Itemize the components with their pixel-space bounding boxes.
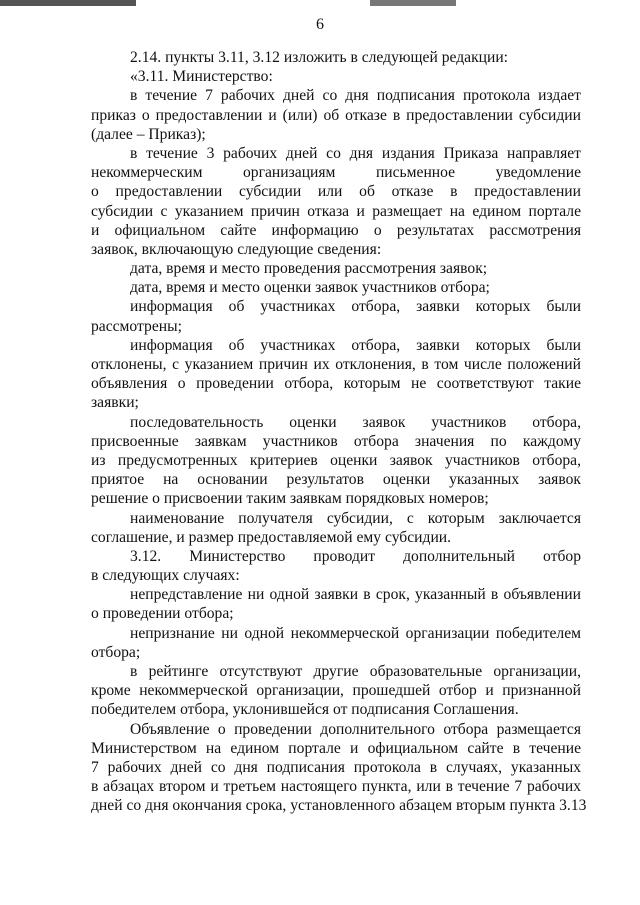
text-line: из предусмотренных критериев оценки заявок участников отбора, (91, 451, 581, 469)
text-line: и официальном сайте информацию о результатах рассмотрения (91, 221, 581, 239)
text-line: в следующих случаях: (91, 567, 240, 585)
text-line: отбора; (91, 643, 141, 661)
text-line: решение о присвоении таким заявкам порядковых номеров; (91, 490, 489, 508)
page-number: 6 (316, 16, 324, 33)
text-line: победителем отбора, уклонившейся от подписания Соглашения. (91, 701, 519, 719)
text-line: Объявление о проведении дополнительного отбора размещается (130, 720, 581, 738)
text-line: субсидии с указанием причин отказа и размещает на едином портале (91, 202, 581, 220)
text-line: 2.14. пункты 3.11, 3.12 изложить в следующей редакции: (130, 49, 509, 66)
text-line: информация об участниках отбора, заявки которых были (130, 336, 581, 354)
document-body (91, 48, 587, 816)
text-line: непредставление ни одной заявки в срок, указанный в объявлении (130, 586, 581, 604)
text-line: в абзацах втором и третьем настоящего пункта, или в течение 7 рабочих (91, 778, 581, 796)
text-line: о предоставлении субсидии или об отказе в предоставлении (91, 183, 581, 201)
text-line: наименование получателя субсидии, с которым заключается (130, 509, 581, 527)
text-line: о проведении отбора; (91, 605, 234, 623)
text-line: присвоенные заявкам участников отбора значения по каждому (91, 432, 581, 450)
text-line: 3.12. Министерство проводит дополнительный отбор (130, 547, 581, 565)
text-line: рассмотрены; (91, 317, 182, 335)
text-line: 7 рабочих дней со дня подписания протокола в случаях, указанных (91, 758, 581, 776)
text-line: соглашение, и размер предоставляемой ему субсидии. (91, 528, 452, 546)
text-line: информация об участниках отбора, заявки которых были (130, 298, 581, 316)
text-line: «3.11. Министерство: (130, 68, 273, 86)
text-line: (далее – Приказ); (91, 125, 206, 143)
text-line: непризнание ни одной некоммерческой организации победителем (130, 624, 581, 642)
text-line: в течение 3 рабочих дней со дня издания Приказа направляет (130, 144, 581, 162)
text-line: заявок, включающую следующие сведения: (91, 240, 382, 258)
text-line: дней со дня окончания срока, установленного абзацем вторым пункта 3.13 (91, 797, 587, 815)
text-line: кроме некоммерческой организации, прошедшей отбор и признанной (91, 682, 581, 700)
scan-edge-mark (370, 0, 456, 6)
text-line: дата, время и место проведения рассмотрения заявок; (130, 260, 488, 278)
text-line: в рейтинге отсутствуют другие образовательные организации, (130, 663, 581, 680)
text-line: в течение 7 рабочих дней со дня подписания протокола издает (130, 87, 581, 105)
scan-edge-mark (0, 0, 136, 6)
text-line: приказ о предоставлении и (или) об отказе в предоставлении субсидии (91, 106, 581, 124)
text-line: заявки; (91, 394, 139, 412)
text-line: последовательность оценки заявок участников отбора, (130, 413, 581, 431)
text-line: отклонены, с указанием причин их отклонения, в том числе положений (91, 356, 581, 373)
text-line: приятое на основании результатов оценки указанных заявок (91, 471, 581, 489)
text-line: некоммерческим организациям письменное уведомление (91, 164, 581, 182)
text-line: объявления о проведении отбора, которым не соответствуют такие (91, 375, 581, 393)
text-line: дата, время и место оценки заявок участников отбора; (130, 279, 490, 297)
text-line: Министерством на едином портале и официальном сайте в течение (91, 739, 581, 757)
